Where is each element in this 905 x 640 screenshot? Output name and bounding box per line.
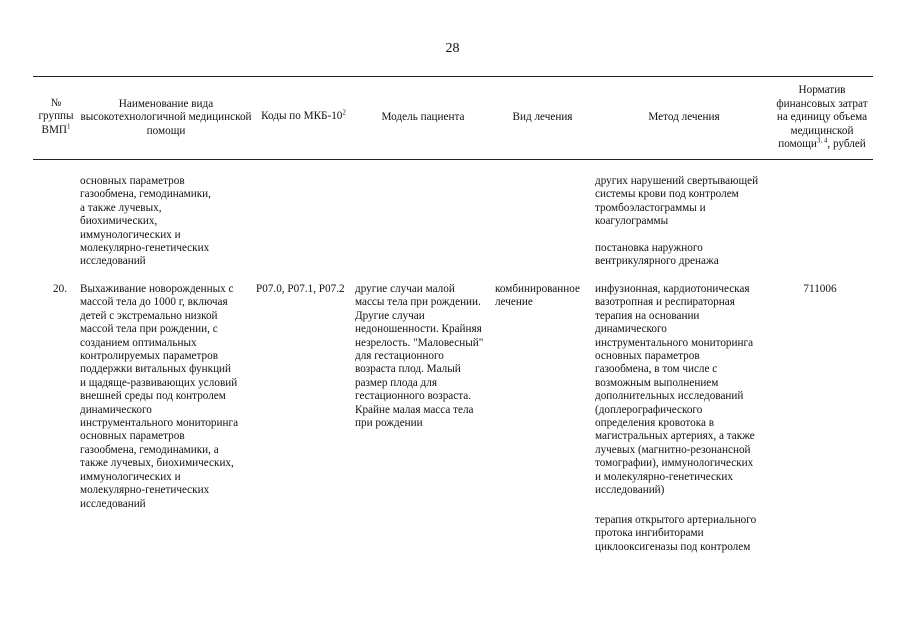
row20-care-name: Выхаживание новорожденных с массой тела до 1000 г, включая детей с экстремально низкой массой тела при рождении, с созданием оптимальных контролируемых параметров поддержки витальных функций и щадяще-развивающих условий внешней среды под контролем динамического инструментального мониторинга основных параметров газообмена, гемодинамики, а также лучевых, биохимических, иммунологических и молекулярно-генетических исследований [80, 283, 239, 510]
header-care-name: Наименование вида высокотехнологичной медицинской помощи [80, 97, 252, 137]
header-group-number-sup: 1 [67, 121, 71, 130]
table-top-rule [33, 76, 873, 77]
row20-cost: 711006 [803, 283, 837, 295]
header-treatment-type: Вид лечения [512, 111, 573, 124]
row20-method-1: инфузионная, кардиотоническая вазотропная и респираторная терапия на основании динамического инструментального мониторинга основных параметров газообмена, в том числе с возможным выполнением дополнительных исследований (доплерографического определения кровотока в магистральных артериях, а также лучевых (магнитно-резонансной томографии), иммунологических и молекулярно-генетических исследований) [595, 283, 755, 497]
continuation-method-2: постановка наружного вентрикулярного дренажа [595, 242, 719, 268]
row20-icd-codes: P07.0, P07.1, P07.2 [256, 283, 345, 295]
header-cost-norm [770, 78, 874, 158]
header-group-number [35, 94, 77, 140]
header-cost-norm-sup: 3, 4 [816, 136, 828, 145]
header-patient-model: Модель пациента [381, 111, 465, 124]
row20-patient-model: другие случаи малой массы тела при рождении. Другие случаи недоношенности. Крайняя незрелость. "Маловесный" для гестационного возраста плод. Малый размер плода для гестационного возраста. Крайне малая масса тела при рождении [355, 283, 484, 430]
table-header-rule [33, 159, 873, 160]
header-cost-norm-tail: , рублей [827, 138, 866, 151]
continuation-care-name: основных параметров газообмена, гемодинамики, а также лучевых, биохимических, иммунологических и молекулярно-генетических исследований [80, 175, 211, 268]
continuation-method-1: других нарушений свертывающей системы крови под контролем тромбоэластограммы и коагулограммы [595, 175, 759, 228]
row20-method-2: терапия открытого артериального протока ингибиторами циклооксигеназы под контролем [595, 514, 757, 553]
row20-group-number: 20. [53, 283, 67, 295]
header-icd-codes-text: Коды по МКБ-10 [261, 110, 343, 123]
row20-treatment-type: комбинированное лечение [495, 283, 580, 309]
header-icd-codes-sup: 2 [342, 108, 346, 117]
header-icd-codes [256, 100, 351, 134]
header-group-number-text: № группы ВМП [38, 96, 74, 136]
header-cost-norm-text: Норматив финансовых затрат на единицу объема медицинской помощи [776, 84, 868, 151]
page-number: 28 [445, 41, 460, 56]
header-treatment-method: Метод лечения [648, 111, 720, 124]
